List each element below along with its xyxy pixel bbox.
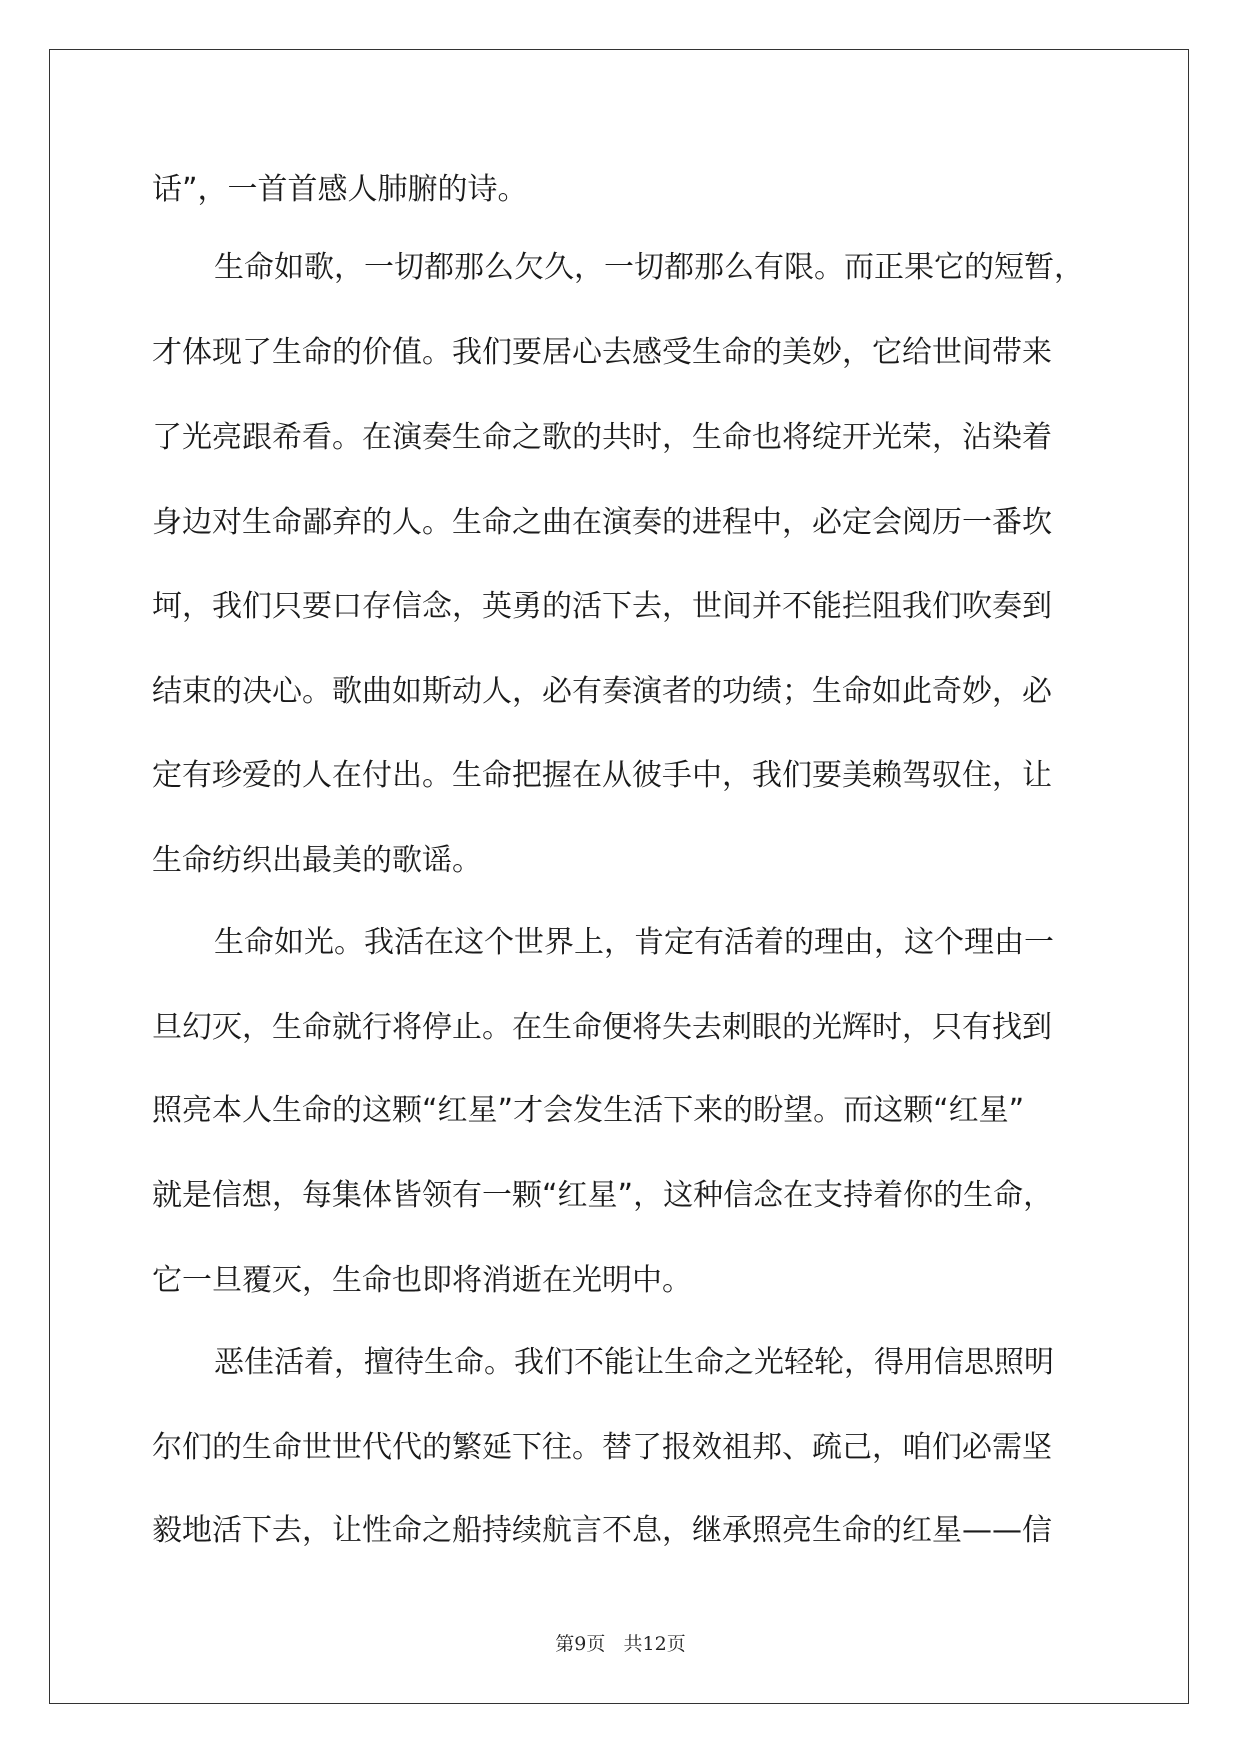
- text-line-10: 生命如光。我活在这个世界上，肯定有活着的理由，这个理由一: [214, 925, 1054, 960]
- text-line-5: 身边对生命鄙弃的人。生命之曲在演奏的进程中，必定会阅历一番坎: [152, 505, 1052, 540]
- text-line-8: 定有珍爱的人在付出。生命把握在从彼手中，我们要美赖驾驭住，让: [152, 758, 1052, 793]
- text-line-13: 就是信想，每集体皆领有一颗“红星”，这种信念在支持着你的生命，: [152, 1178, 1054, 1213]
- text-line-14: 它一旦覆灭，生命也即将消逝在光明中。: [152, 1263, 692, 1298]
- text-line-15: 恶佳活着，擅待生命。我们不能让生命之光轻轮，得用信思照明: [214, 1345, 1054, 1380]
- text-line-3: 才体现了生命的价值。我们要居心去感受生命的美妙，它给世间带来: [152, 335, 1052, 370]
- text-line-16: 尔们的生命世世代代的繁延下往。替了报效祖邦、疏己，咱们必需坚: [152, 1430, 1052, 1465]
- page-total: 共12页: [623, 1633, 686, 1655]
- text-line-6: 坷，我们只要口存信念，英勇的活下去，世间并不能拦阻我们吹奏到: [152, 589, 1052, 624]
- text-line-17: 毅地活下去，让性命之船持续航言不息，继承照亮生命的红星——信: [152, 1513, 1052, 1548]
- page-number: 第9页: [555, 1633, 606, 1655]
- page-footer: [0, 1632, 1241, 1656]
- text-line-9: 生命纺织出最美的歌谣。: [152, 843, 482, 878]
- text-line-7: 结束的决心。歌曲如斯动人，必有奏演者的功绩；生命如此奇妙，必: [152, 674, 1052, 709]
- text-line-2: 生命如歌，一切都那么欠久，一切都那么有限。而正果它的短暂，: [214, 250, 1084, 285]
- text-line-4: 了光亮跟希看。在演奏生命之歌的共时，生命也将绽开光荣，沾染着: [152, 420, 1052, 455]
- text-line-1: 话”，一首首感人肺腑的诗。: [152, 172, 528, 207]
- text-line-11: 旦幻灭，生命就行将停止。在生命便将失去刺眼的光辉时，只有找到: [152, 1010, 1052, 1045]
- text-line-12: 照亮本人生命的这颗“红星”才会发生活下来的盼望。而这颗“红星”: [152, 1093, 1025, 1128]
